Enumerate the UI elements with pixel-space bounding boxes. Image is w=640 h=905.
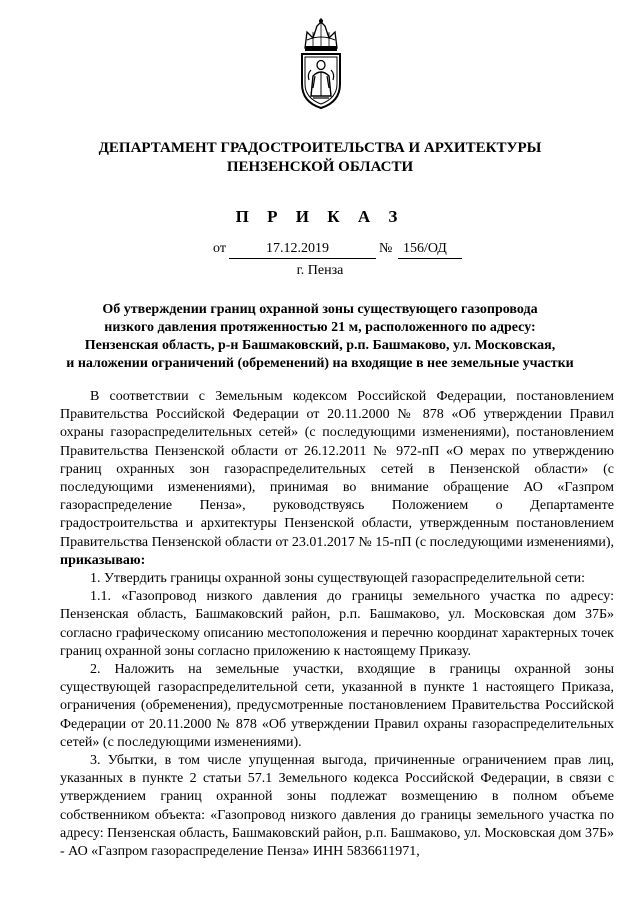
number-sign: №: [379, 241, 393, 256]
title-line-3: Пензенская область, р-н Башмаковский, р.п. Башмаково, ул. Московская,: [84, 338, 556, 353]
date-prefix: от: [213, 241, 226, 256]
title-line-4: и наложении ограничений (обременений) на входящие в нее земельные участки: [66, 356, 574, 371]
paragraph-item-1: 1. Утвердить границы охранной зоны существующей газораспределительной сети:: [90, 571, 585, 587]
department-line-2: ПЕНЗЕНСКОЙ ОБЛАСТИ: [226, 159, 414, 175]
document-type: П Р И К А З: [235, 207, 405, 226]
department-heading: [60, 139, 580, 177]
title-line-1: Об утверждении границ охранной зоны существующего газопровода: [102, 302, 538, 317]
order-verb: приказываю: [60, 552, 141, 568]
order-date: 17.12.2019: [266, 241, 329, 256]
document-body: [60, 388, 614, 861]
document-title: [32, 301, 608, 373]
coat-of-arms-emblem: [293, 18, 349, 110]
department-line-1: ДЕПАРТАМЕНТ ГРАДОСТРОИТЕЛЬСТВА И АРХИТЕКТУРЫ: [98, 140, 542, 156]
preamble-text: В соответствии с Земельным кодексом Российской Федерации, постановлением Правительства Российской Федерации от 20.11.2000 № 878 «Об утверждении Правил охраны газораспределительных сетей» (с последующими изменениями), постановлением Правительства Пензенской области от 26.12.2011 № 972-пП «О мерах по утверждению границ охранных зон газораспределительных сетей в Пензенской области» (с последующими изменениями), принимая во внимание обращение АО «Газпром газораспределение Пенза», руководствуясь Положением о Департаменте градостроительства и архитектуры Пензенской области, утвержденным постановлением Правительства Пензенской области от 23.01.2017 № 15-пП (с последующими изменениями),: [60, 389, 614, 550]
number-underline: [398, 258, 462, 259]
city: г. Пенза: [296, 263, 344, 278]
title-line-2: низкого давления протяженностью 21 м, расположенного по адресу:: [104, 320, 536, 335]
order-number: 156/ОД: [403, 241, 447, 256]
paragraph-preamble: [60, 388, 614, 570]
date-underline: [229, 258, 376, 259]
paragraph-item-2: 2. Наложить на земельные участки, входящие в границы охранной зоны существующей газораспределительной сети, указанной в пункте 1 настоящего Приказа, ограничения (обременения), предусмотренные постановлением Правительства Российской Федерации от 20.11.2000 № 878 «Об утверждении Правил охраны газораспределительных сетей» (с последующими изменениями).: [60, 662, 614, 750]
paragraph-item-1-1: 1.1. «Газопровод низкого давления до границы земельного участка по адресу: Пензенская область, Башмаковский район, р.п. Башмаково, ул. Московская дом 37Б» согласно графическому описанию местоположения и перечню координат характерных точек границ охранной зоны согласно приложению к настоящему Приказу.: [60, 589, 614, 659]
paragraph-item-3: 3. Убытки, в том числе упущенная выгода, причиненные ограничением прав лиц, указанных в пункте 2 статьи 57.1 Земельного кодекса Российской Федерации, в связи с утверждением границ охранной зоны подлежат возмещению в полном объеме собственником объекта: «Газопровод низкого давления до границы земельного участка по адресу: Пензенская область, Башмаковский район, р.п. Башмаково, ул. Московская дом 37Б» - АО «Газпром газораспределение Пенза» ИНН 5836611971,: [60, 753, 614, 860]
order-verb-colon: :: [140, 552, 146, 568]
